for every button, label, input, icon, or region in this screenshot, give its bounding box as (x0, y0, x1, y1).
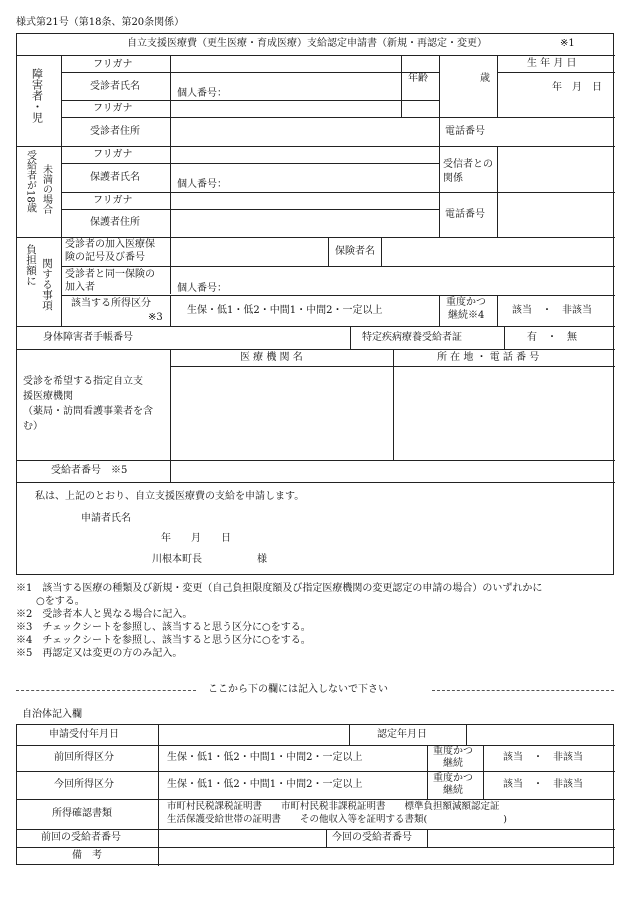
prev-severe-label-1: 重度かつ (433, 746, 473, 757)
curr-income-label: 今回所得区分 (54, 779, 114, 790)
docs-options-1: 市町村民税課税証明書 市町村民税非課税証明書 標準負担額減額認定証 (167, 801, 500, 812)
curr-income-options: 生保・低1・低2・中間1・中間2・一定以上 (167, 779, 363, 790)
severe-label-1: 重度かつ (446, 297, 486, 308)
patient-address-label: 受診者住所 (90, 126, 140, 137)
guardian-phone-label: 電話番号 (445, 209, 485, 220)
institution-label-2: 援医療機関 (23, 391, 73, 402)
prev-severe-label-2: 継続 (443, 758, 463, 769)
insurance-no-label-1: 受診者の加入医療保 (65, 239, 155, 250)
same-ins-kojin-label: 個人番号： (177, 283, 227, 294)
form-title: 自立支援医療費（更生医療・育成医療）支給認定申請書（新規・再認定・変更） (127, 38, 487, 49)
note-3: ※3 チェックシートを参照し、該当すると思う区分に○をする。 (16, 622, 311, 633)
divider-line-right (432, 690, 614, 691)
divider-text: ここから下の欄には記入しないで下さい (208, 684, 388, 695)
insurer-label: 保険者名 (335, 246, 375, 257)
prev-income-options: 生保・低1・低2・中間1・中間2・一定以上 (167, 752, 363, 763)
declaration-text: 私は、上記のとおり、自立支援医療費の支給を申請します。 (35, 491, 305, 502)
curr-severe-label-1: 重度かつ (433, 773, 473, 784)
severe-applies-options: 該当 ・ 非該当 (512, 305, 592, 316)
declaration-date: 年 月 日 (161, 533, 231, 544)
guardian-kojin-label: 個人番号： (177, 179, 227, 190)
birth-header: 生 年 月 日 (527, 58, 577, 69)
institution-label-3: （薬局・訪問看護事業者を含 (23, 406, 153, 417)
note-5: ※5 再認定又は変更の方のみ記入。 (16, 648, 183, 659)
office-use-title: 自治体記入欄 (22, 709, 82, 720)
title-mark: ※1 (560, 38, 575, 49)
special-disease-label: 特定疾病療養受給者証 (362, 332, 462, 343)
patient-address-furigana-label: フリガナ (93, 103, 133, 114)
form-number: 様式第21号（第18条、第20条関係） (16, 17, 185, 28)
guardian-furigana-label: フリガナ (93, 149, 133, 160)
burden-sub-label: 関する事項 (41, 258, 54, 311)
handbook-label: 身体障害者手帳番号 (43, 332, 133, 343)
office-use-table (16, 724, 614, 865)
income-class-label: 該当する所得区分 (71, 298, 151, 309)
prev-applies-options: 該当 ・ 非該当 (503, 752, 583, 763)
addressee-honorific: 様 (257, 554, 267, 565)
recipient-number-label: 受給者番号 ※5 (51, 465, 128, 476)
guardian-sub-label: 未満の場合 (40, 164, 52, 214)
guardian-address-furigana-label: フリガナ (93, 195, 133, 206)
insurance-no-label-2: 険の記号及び番号 (65, 252, 145, 263)
institution-name-header: 医 療 機 関 名 (240, 352, 303, 363)
prev-income-label: 前回所得区分 (54, 752, 114, 763)
patient-furigana-label: フリガナ (93, 59, 133, 70)
application-form (16, 33, 614, 575)
same-insurance-label-1: 受診者と同一保険の (65, 269, 155, 280)
relation-label: 受信者との関係 (443, 159, 493, 184)
guardian-name-label: 保護者氏名 (90, 172, 140, 183)
applicant-name-label: 申請者氏名 (81, 513, 131, 524)
received-date-label: 申請受付年月日 (49, 729, 119, 740)
patient-phone-label: 電話番号 (445, 126, 485, 137)
patient-group-label: 障害者・児 (30, 68, 44, 123)
docs-label: 所得確認書類 (52, 808, 112, 819)
curr-applies-options: 該当 ・ 非該当 (503, 779, 583, 790)
curr-severe-label-2: 継続 (443, 785, 463, 796)
same-insurance-label-2: 加入者 (65, 282, 95, 293)
note-1-cont: ○をする。 (16, 596, 85, 607)
income-class-options: 生保・低1・低2・中間1・中間2・一定以上 (187, 305, 383, 316)
patient-kojin-label: 個人番号： (177, 88, 227, 99)
age-label: 年齢 (408, 73, 428, 84)
patient-name-label: 受診者氏名 (90, 81, 140, 92)
guardian-address-label: 保護者住所 (90, 217, 140, 228)
docs-options-2: 生活保護受給世帯の証明書 その他収入等を証明する書類( ) (167, 814, 507, 825)
note-1: ※1 該当する医療の種類及び新規・変更（自己負担限度額及び指定医療機関の変更認定の申請の場合）のいずれかに (16, 583, 543, 594)
curr-recipient-no-label: 今回の受給者番号 (332, 832, 412, 843)
severe-label-2: 継続※4 (448, 310, 485, 321)
institution-label-1: 受診を希望する指定自立支 (23, 376, 143, 387)
prev-recipient-no-label: 前回の受給者番号 (41, 832, 121, 843)
note-4: ※4 チェックシートを参照し、該当すると思う区分に○をする。 (16, 635, 311, 646)
income-class-mark: ※3 (148, 312, 163, 323)
addressee: 川根本町長 (152, 554, 202, 565)
divider-line-left (16, 690, 196, 691)
institution-address-header: 所 在 地 ・ 電 話 番 号 (437, 352, 540, 363)
special-disease-options: 有 ・ 無 (527, 332, 577, 343)
burden-group-label: 負担額に (25, 244, 38, 286)
remarks-label: 備 考 (72, 850, 102, 861)
note-2: ※2 受診者本人と異なる場合に記入。 (16, 609, 193, 620)
birth-ymd: 年 月 日 (552, 82, 602, 93)
guardian-group-label: 受給者が18歳 (24, 150, 36, 213)
institution-label-4: む） (23, 421, 43, 432)
certified-date-label: 認定年月日 (377, 729, 427, 740)
age-unit: 歳 (480, 73, 490, 84)
